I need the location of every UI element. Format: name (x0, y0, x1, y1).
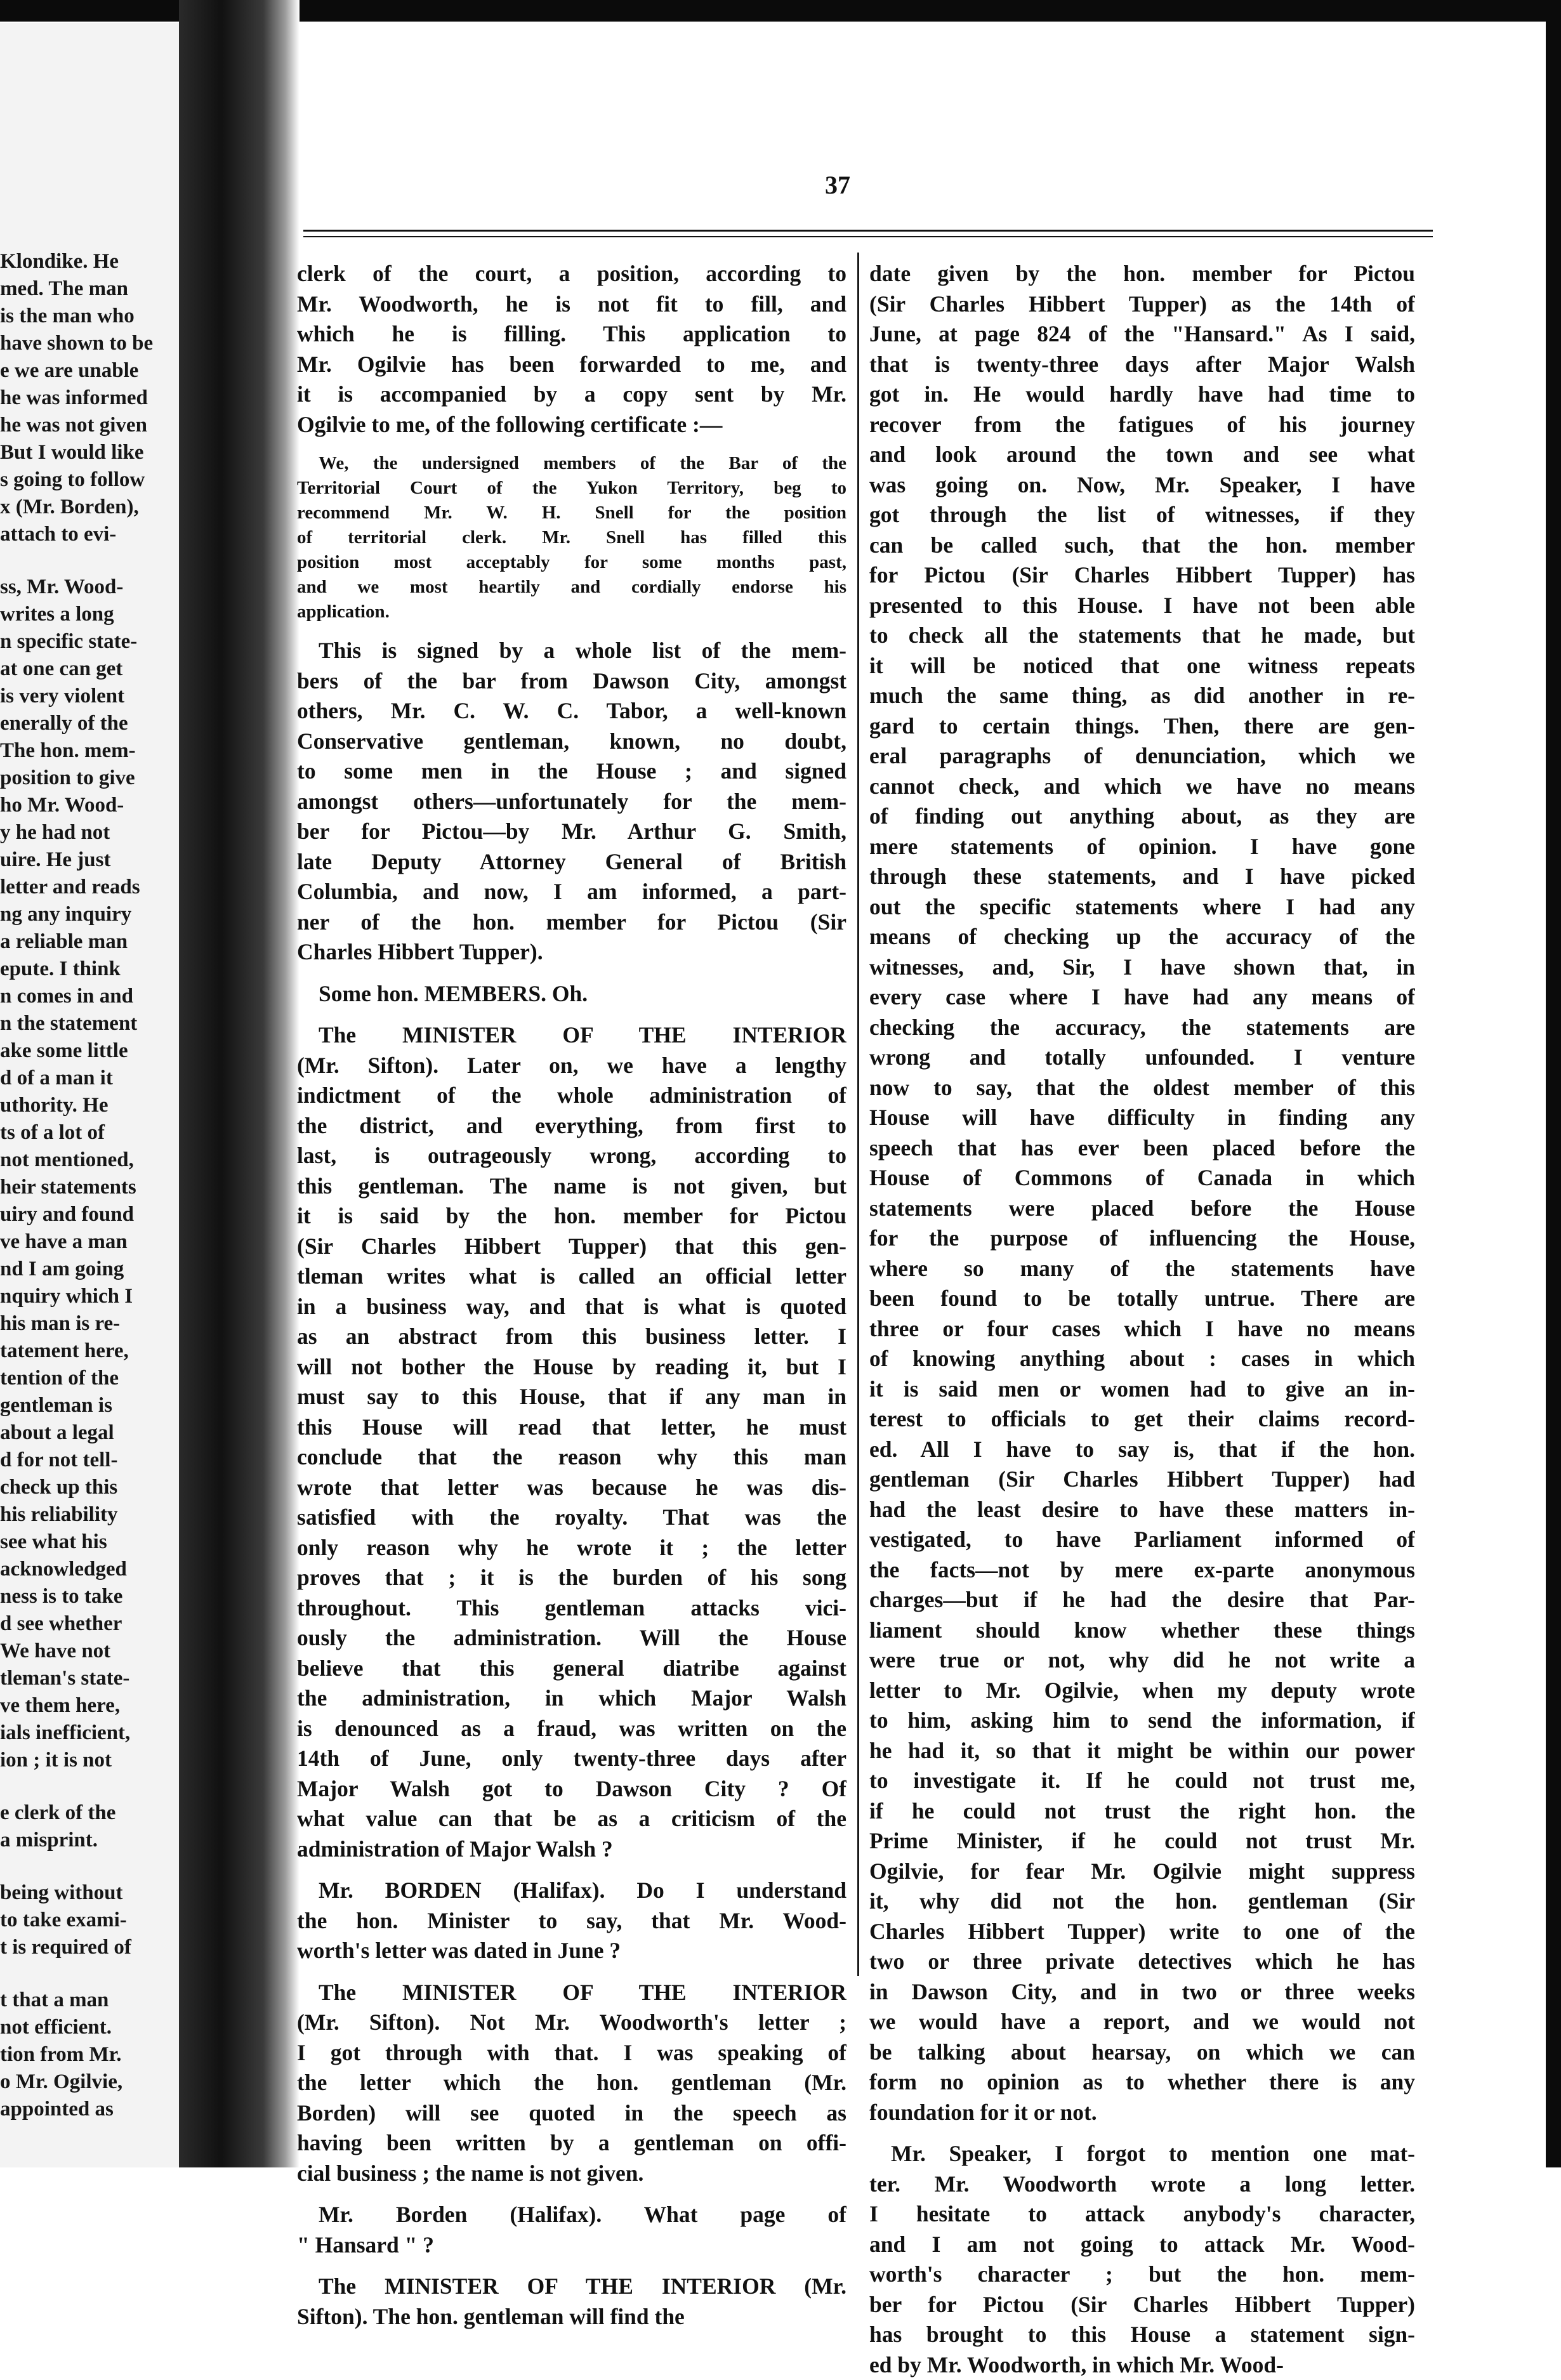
text-line: Some hon. MEMBERS. Oh. (297, 979, 846, 1009)
text-line: two or three private detectives which he has (869, 1947, 1415, 1977)
facing-page-fragment (0, 23, 179, 2167)
text-line: late Deputy Attorney General of British (297, 847, 846, 878)
text-line: wrong and totally unfounded. I venture (869, 1042, 1415, 1073)
text-line: June, at page 824 of the "Hansard." As I said, (869, 319, 1415, 350)
text-line: tleman writes what is called an official letter (297, 1261, 846, 1292)
text-line: This is signed by a whole list of the mem- (297, 636, 846, 666)
fragment-line: ials inefficient, (0, 1719, 179, 1747)
text-line: to him, asking him to send the information, if (869, 1706, 1415, 1736)
text-line: proves that ; it is the burden of his song (297, 1563, 846, 1593)
text-line: cannot check, and which we have no means (869, 772, 1415, 802)
text-line: in Dawson City, and in two or three weeks (869, 1977, 1415, 2008)
fragment-line: letter and reads (0, 874, 179, 901)
text-line: application. (297, 600, 846, 624)
text-line: this House will read that letter, he must (297, 1412, 846, 1443)
fragment-line: nd I am going (0, 1256, 179, 1283)
fragment-line: d of a man it (0, 1065, 179, 1092)
fragment-line: enerally of the (0, 710, 179, 737)
fragment-line: uthority. He (0, 1092, 179, 1119)
text-line: (Mr. Sifton). Not Mr. Woodworth's letter ; (297, 2008, 846, 2038)
text-line: amongst others—unfortunately for the mem- (297, 787, 846, 817)
fragment-line: tention of the (0, 1365, 179, 1392)
text-line: wrote that letter was because he was dis- (297, 1473, 846, 1503)
text-line: was going on. Now, Mr. Speaker, I have (869, 470, 1415, 501)
text-line: House will have difficulty in finding any (869, 1103, 1415, 1133)
fragment-line: he was not given (0, 412, 179, 439)
fragment-line: position to give (0, 765, 179, 792)
text-line: Ogilvie to me, of the following certificate :— (297, 410, 846, 440)
page-number: 37 (825, 170, 850, 200)
text-line: got in. He would hardly have had time to (869, 379, 1415, 410)
fragment-line: his man is re- (0, 1310, 179, 1338)
paragraph (297, 636, 846, 968)
text-line: for the purpose of influencing the House, (869, 1223, 1415, 1254)
quoted-certificate (297, 451, 846, 624)
text-line: of knowing anything about : cases in which (869, 1344, 1415, 1374)
text-line: as an abstract from this business letter. I (297, 1322, 846, 1352)
text-line: presented to this House. I have not been able (869, 591, 1415, 621)
text-line: eral paragraphs of denunciation, which we (869, 741, 1415, 772)
text-line: throughout. This gentleman attacks vici- (297, 1593, 846, 1624)
text-line: where so many of the statements have (869, 1254, 1415, 1284)
paragraph (297, 1978, 846, 2189)
text-line: the hon. Minister to say, that Mr. Wood- (297, 1906, 846, 1936)
fragment-line: to take exami- (0, 1907, 179, 1934)
fragment-line: Klondike. He (0, 248, 179, 275)
fragment-line: ng any inquiry (0, 901, 179, 928)
text-line: speech that has ever been placed before the (869, 1133, 1415, 1164)
text-line: Sifton). The hon. gentleman will find the (297, 2302, 846, 2332)
fragment-line: about a legal (0, 1419, 179, 1447)
fragment-gap (0, 1854, 179, 1879)
fragment-line: We have not (0, 1638, 179, 1665)
text-line: clerk of the court, a position, according to (297, 259, 846, 289)
fragment-gap (0, 548, 179, 574)
text-line: I got through with that. I was speaking of (297, 2038, 846, 2068)
fragment-line: s going to follow (0, 466, 179, 494)
text-line: Conservative gentleman, known, no doubt, (297, 726, 846, 757)
text-line: it is accompanied by a copy sent by Mr. (297, 379, 846, 410)
fragment-line: he was informed (0, 385, 179, 412)
paragraph-gap (297, 2260, 846, 2272)
fragment-line: writes a long (0, 601, 179, 628)
fragment-gap (0, 1961, 179, 1987)
text-line: worth's letter was dated in June ? (297, 1936, 846, 1966)
fragment-line: epute. I think (0, 956, 179, 983)
text-line: terest to officials to get their claims record- (869, 1404, 1415, 1435)
fragment-line: d for not tell- (0, 1447, 179, 1474)
fragment-line: t is required of (0, 1934, 179, 1961)
text-line: Territorial Court of the Yukon Territory, beg to (297, 476, 846, 501)
fragment-line: n comes in and (0, 983, 179, 1010)
text-line: I hesitate to attack anybody's character, (869, 2199, 1415, 2230)
fragment-line: appointed as (0, 2096, 179, 2123)
fragment-line: ho Mr. Wood- (0, 792, 179, 819)
text-line: position most acceptably for some months past, (297, 550, 846, 575)
text-line: got through the list of witnesses, if they (869, 500, 1415, 530)
paragraph-gap (297, 1009, 846, 1020)
fragment-line: is the man who (0, 303, 179, 330)
fragment-line: heir statements (0, 1174, 179, 1201)
paragraph-gap (297, 968, 846, 979)
fragment-line: uiry and found (0, 1201, 179, 1228)
text-line: this gentleman. The name is not given, but (297, 1171, 846, 1202)
fragment-line: But I would like (0, 439, 179, 466)
text-line: indictment of the whole administration of (297, 1081, 846, 1111)
text-line: what value can that be as a criticism of the (297, 1804, 846, 1834)
fragment-line: not efficient. (0, 2014, 179, 2041)
fragment-line: The hon. mem- (0, 737, 179, 765)
text-line: he had it, so that it might be within our power (869, 1736, 1415, 1766)
text-line: form no opinion as to whether there is any (869, 2067, 1415, 2098)
text-line: it is said men or women had to give an in- (869, 1374, 1415, 1405)
fragment-line: acknowledged (0, 1556, 179, 1583)
text-line: Prime Minister, if he could not trust Mr. (869, 1826, 1415, 1857)
text-line: bers of the bar from Dawson City, amongst (297, 666, 846, 697)
text-line: having been written by a gentleman on offi- (297, 2128, 846, 2159)
facing-page-text (0, 248, 179, 2123)
text-line: Ogilvie, for fear Mr. Ogilvie might suppress (869, 1857, 1415, 1887)
text-line: statements were placed before the House (869, 1193, 1415, 1224)
text-line: charges—but if he had the desire that Par- (869, 1585, 1415, 1615)
text-line: only reason why he wrote it ; the letter (297, 1533, 846, 1563)
text-line: " Hansard " ? (297, 2230, 846, 2261)
text-line: House of Commons of Canada in which (869, 1163, 1415, 1193)
text-line: vestigated, to have Parliament informed of (869, 1525, 1415, 1555)
fragment-line: nquiry which I (0, 1283, 179, 1310)
text-line: administration of Major Walsh ? (297, 1834, 846, 1865)
text-line: must say to this House, that if any man in (297, 1382, 846, 1412)
text-line: conclude that the reason why this man (297, 1442, 846, 1473)
text-line: the district, and everything, from first to (297, 1111, 846, 1141)
fragment-line: tleman's state- (0, 1665, 179, 1692)
fragment-line: ve have a man (0, 1228, 179, 1256)
text-line: had the least desire to have these matters in- (869, 1495, 1415, 1525)
text-line: Mr. BORDEN (Halifax). Do I understand (297, 1876, 846, 1906)
text-line: to investigate it. If he could not trust me, (869, 1766, 1415, 1796)
text-line: The MINISTER OF THE INTERIOR (297, 1020, 846, 1051)
fragment-line: d see whether (0, 1610, 179, 1638)
paragraph-gap (297, 440, 846, 451)
text-line: it is said by the hon. member for Pictou (297, 1201, 846, 1232)
text-line: every case where I have had any means of (869, 982, 1415, 1013)
text-line: cial business ; the name is not given. (297, 2159, 846, 2189)
fragment-line: check up this (0, 1474, 179, 1501)
header-rule-secondary (303, 236, 1433, 237)
middle-column (297, 259, 846, 2332)
fragment-line: attach to evi- (0, 521, 179, 548)
text-line: to check all the statements that he made, but (869, 621, 1415, 651)
text-line: been found to be totally untrue. There are (869, 1284, 1415, 1314)
text-line: of finding out anything about, as they are (869, 801, 1415, 832)
text-line: ter. Mr. Woodworth wrote a long letter. (869, 2169, 1415, 2200)
paragraph (297, 2200, 846, 2260)
text-line: in a business way, and that is what is quoted (297, 1292, 846, 1322)
text-line: that is twenty-three days after Major Walsh (869, 350, 1415, 380)
text-line: gentleman (Sir Charles Hibbert Tupper) had (869, 1464, 1415, 1495)
fragment-line: y he had not (0, 819, 179, 846)
text-line: it, why did not the hon. gentleman (Sir (869, 1886, 1415, 1917)
fragment-line: his reliability (0, 1501, 179, 1529)
text-line: the letter which the hon. gentleman (Mr. (297, 2068, 846, 2098)
fragment-line: have shown to be (0, 330, 179, 357)
paragraph-gap (297, 624, 846, 636)
fragment-line: tion from Mr. (0, 2041, 179, 2068)
fragment-line: ness is to take (0, 1583, 179, 1610)
text-line: 14th of June, only twenty-three days after (297, 1744, 846, 1774)
text-line: last, is outrageously wrong, according to (297, 1141, 846, 1171)
paragraph (297, 2272, 846, 2332)
fragment-line: ts of a lot of (0, 1119, 179, 1147)
fragment-line: ion ; it is not (0, 1747, 179, 1774)
text-line: ed by Mr. Woodworth, in which Mr. Wood- (869, 2350, 1415, 2380)
text-line: Charles Hibbert Tupper) write to one of the (869, 1917, 1415, 1947)
text-line: satisfied with the royalty. That was the (297, 1502, 846, 1533)
book-gutter-shadow (179, 0, 300, 2167)
text-line: Columbia, and now, I am informed, a part- (297, 877, 846, 907)
fragment-line: at one can get (0, 655, 179, 683)
text-line: for Pictou (Sir Charles Hibbert Tupper) has (869, 560, 1415, 591)
fragment-line: ss, Mr. Wood- (0, 574, 179, 601)
scan-border-right (1546, 0, 1561, 2167)
text-line: Mr. Woodworth, he is not fit to fill, and (297, 289, 846, 320)
paragraph-gap (297, 1864, 846, 1876)
text-line: Mr. Borden (Halifax). What page of (297, 2200, 846, 2230)
text-line: ber for Pictou—by Mr. Arthur G. Smith, (297, 817, 846, 847)
text-line: checking the accuracy, the statements are (869, 1013, 1415, 1043)
fragment-line: see what his (0, 1529, 179, 1556)
column-divider (857, 253, 859, 1976)
text-line: witnesses, and, Sir, I have shown that, in (869, 952, 1415, 983)
text-line: (Sir Charles Hibbert Tupper) that this gen- (297, 1232, 846, 1262)
text-line: if he could not trust the right hon. the (869, 1796, 1415, 1827)
text-line: Mr. Speaker, I forgot to mention one mat- (869, 2139, 1415, 2169)
text-line: others, Mr. C. W. C. Tabor, a well-known (297, 696, 846, 726)
paragraph (297, 259, 846, 440)
fragment-line: gentleman is (0, 1392, 179, 1419)
text-line: three or four cases which I have no means (869, 1314, 1415, 1345)
text-line: is denounced as a fraud, was written on the (297, 1714, 846, 1744)
fragment-line: n the statement (0, 1010, 179, 1037)
header-rule (303, 230, 1433, 232)
paragraph (297, 1020, 846, 1864)
fragment-line: med. The man (0, 275, 179, 303)
text-line: Mr. Ogilvie has been forwarded to me, and (297, 350, 846, 380)
fragment-line: n specific state- (0, 628, 179, 655)
text-line: it will be noticed that one witness repeats (869, 651, 1415, 681)
fragment-line: tatement here, (0, 1338, 179, 1365)
text-line: (Sir Charles Hibbert Tupper) as the 14th of (869, 289, 1415, 320)
text-line: will not bother the House by reading it, but I (297, 1352, 846, 1383)
text-line: the administration, in which Major Walsh (297, 1683, 846, 1714)
fragment-gap (0, 1774, 179, 1799)
fragment-line: ake some little (0, 1037, 179, 1065)
text-line: recover from the fatigues of his journey (869, 410, 1415, 440)
paragraph (869, 2139, 1415, 2380)
fragment-line: a reliable man (0, 928, 179, 956)
text-line: which he is filling. This application to (297, 319, 846, 350)
fragment-line: t that a man (0, 1987, 179, 2014)
text-line: we would have a report, and we would not (869, 2007, 1415, 2037)
right-column (869, 259, 1415, 2380)
fragment-line: o Mr. Ogilvie, (0, 2068, 179, 2096)
paragraph (297, 1876, 846, 1966)
fragment-line: a misprint. (0, 1827, 179, 1854)
text-line: The MINISTER OF THE INTERIOR (Mr. (297, 2272, 846, 2302)
text-line: The MINISTER OF THE INTERIOR (297, 1978, 846, 2008)
paragraph-gap (869, 2127, 1415, 2139)
fragment-line: x (Mr. Borden), (0, 494, 179, 521)
text-line: to some men in the House ; and signed (297, 756, 846, 787)
fragment-line: e clerk of the (0, 1799, 179, 1827)
text-line: Major Walsh got to Dawson City ? Of (297, 1774, 846, 1805)
text-line: and I am not going to attack Mr. Wood- (869, 2230, 1415, 2260)
fragment-line: being without (0, 1879, 179, 1907)
text-line: Borden) will see quoted in the speech as (297, 2098, 846, 2129)
text-line: mere statements of opinion. I have gone (869, 832, 1415, 862)
text-line: worth's character ; but the hon. mem- (869, 2259, 1415, 2290)
paragraph (869, 259, 1415, 2127)
paragraph-gap (297, 1966, 846, 1978)
text-line: ously the administration. Will the House (297, 1623, 846, 1654)
text-line: (Mr. Sifton). Later on, we have a lengthy (297, 1051, 846, 1081)
text-line: means of checking up the accuracy of the (869, 922, 1415, 952)
fragment-line: not mentioned, (0, 1147, 179, 1174)
text-line: now to say, that the oldest member of this (869, 1073, 1415, 1103)
text-line: foundation for it or not. (869, 2098, 1415, 2128)
text-line: were true or not, why did he not write a (869, 1645, 1415, 1676)
fragment-line: uire. He just (0, 846, 179, 874)
text-line: of territorial clerk. Mr. Snell has filled this (297, 525, 846, 550)
text-line: can be called such, that the hon. member (869, 530, 1415, 561)
text-line: through these statements, and I have picked (869, 862, 1415, 892)
text-line: ber for Pictou (Sir Charles Hibbert Tupper) (869, 2290, 1415, 2320)
text-line: and look around the town and see what (869, 440, 1415, 470)
text-line: We, the undersigned members of the Bar of the (297, 451, 846, 476)
text-line: has brought to this House a statement sign- (869, 2320, 1415, 2350)
text-line: and we most heartily and cordially endorse his (297, 575, 846, 600)
text-line: date given by the hon. member for Pictou (869, 259, 1415, 289)
text-line: believe that this general diatribe against (297, 1654, 846, 1684)
text-line: out the specific statements where I had any (869, 892, 1415, 923)
text-line: recommend Mr. W. H. Snell for the position (297, 501, 846, 525)
text-line: much the same thing, as did another in re- (869, 681, 1415, 711)
text-line: the facts—not by mere ex-parte anonymous (869, 1555, 1415, 1586)
paragraph-gap (297, 2188, 846, 2200)
text-line: be talking about hearsay, on which we can (869, 2037, 1415, 2068)
text-line: letter to Mr. Ogilvie, when my deputy wrote (869, 1676, 1415, 1706)
fragment-line: e we are unable (0, 357, 179, 385)
fragment-line: ve them here, (0, 1692, 179, 1719)
text-line: ed. All I have to say is, that if the hon. (869, 1435, 1415, 1465)
text-line: ner of the hon. member for Pictou (Sir (297, 907, 846, 938)
text-line: Charles Hibbert Tupper). (297, 937, 846, 968)
paragraph (297, 979, 846, 1009)
fragment-line: is very violent (0, 683, 179, 710)
text-line: liament should know whether these things (869, 1615, 1415, 1646)
text-line: gard to certain things. Then, there are gen- (869, 711, 1415, 742)
